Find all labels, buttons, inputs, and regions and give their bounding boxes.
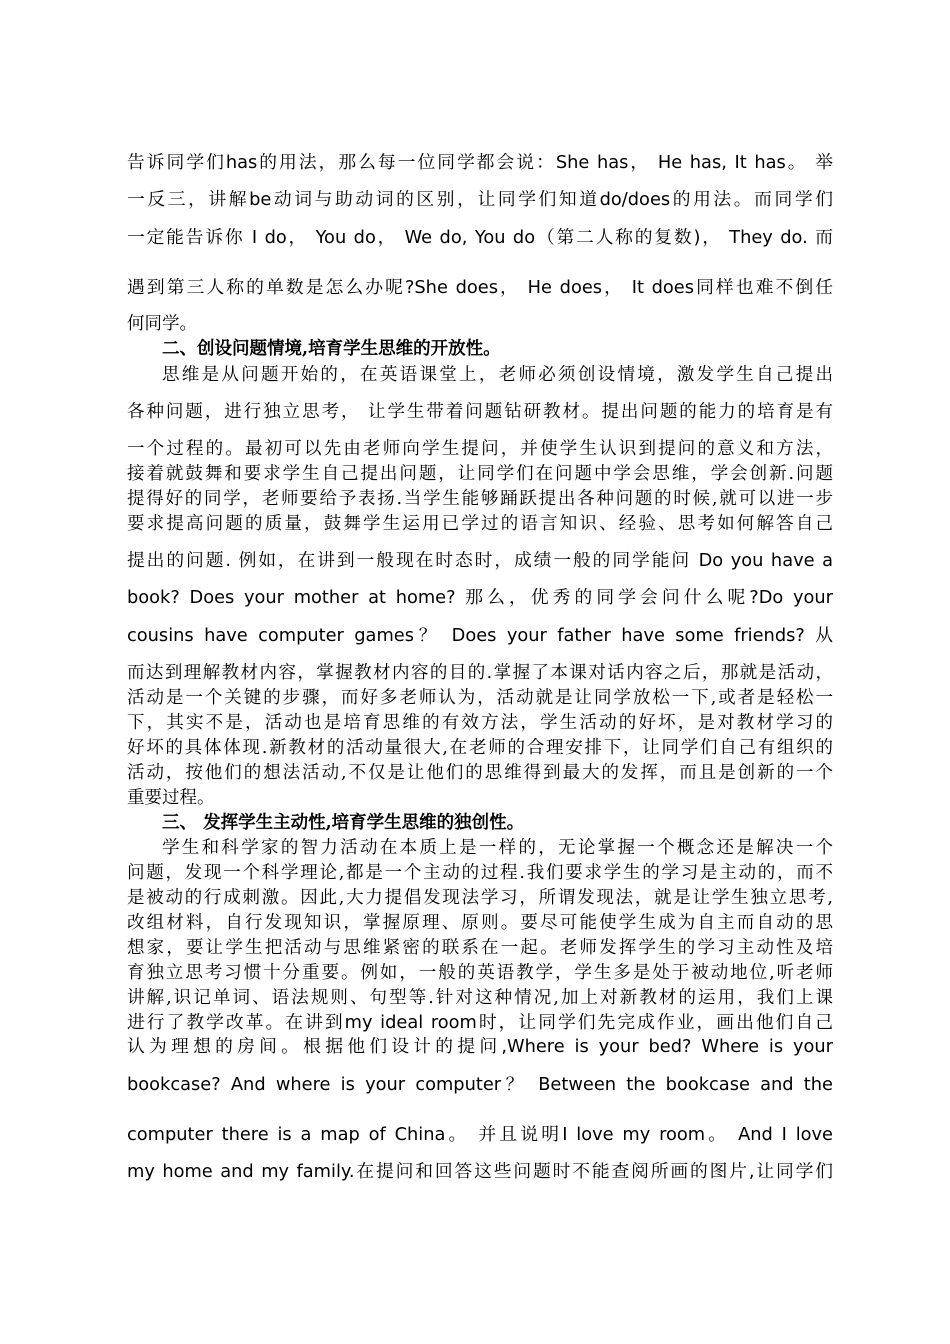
text-line: 告诉同学们has的用法，那么每一位同学都会说：She has， He has, It has。 举 [127,152,833,173]
text-line: cousins have computer games？ Does your father have some friends? 从 [127,625,833,646]
text-line: 一定能告诉你 I do， You do， We do, You do（第二人称的复数)， They do. 而 [127,227,833,248]
text-line: my home and my family.在提问和回答这些问题时不能查阅所画的图片,让同学们 [127,1161,833,1182]
text-line: 而达到理解教材内容，掌握教材内容的目的.掌握了本课对话内容之后，那就是活动， [127,663,833,683]
text-line: 育独立思考习惯十分重要。例如，一般的英语教学，学生多是处于被动地位,听老师 [127,963,833,983]
text-line: 遇到第三人称的单数是怎么办呢?She does， He does， It does同样也难不倒任 [127,277,833,298]
section-heading: 二、创设问题情境,培育学生思维的开放性。 [162,339,501,359]
text-line: 下，其实不是，活动也是培育思维的有效方法，学生活动的好坏，是对教材学习的 [127,713,833,733]
text-line: 问题，发现一个科学理论,都是一个主动的过程.我们要求学生的学习是主动的，而不 [127,863,833,883]
text-line: 好坏的具体体现.新教材的活动量很大,在老师的合理安排下，让同学们自己有组织的 [127,738,833,758]
text-line: 要求提高问题的质量，鼓舞学生运用已学过的语言知识、经验、思考如何解答自己 [127,514,833,534]
text-line: 活动是一个关键的步骤，而好多老师认为，活动就是让同学放松一下,或者是轻松一 [127,688,833,708]
text-line: 想家，要让学生把活动与思维紧密的联系在一起。老师发挥学生的学习主动性及培 [127,938,833,958]
text-line: 何同学。 [127,314,197,334]
text-line: 改组材料，自行发现知识，掌握原理、原则。要尽可能使学生成为自主而自动的思 [127,913,833,933]
text-line: 是被动的行成刺激。因此,大力提倡发现法学习，所谓发现法，就是让学生独立思考, [127,888,833,908]
text-line: 进行了教学改革。在讲到my ideal room时，让同学们先完成作业，画出他们自己 [127,1012,833,1033]
text-line: 一个过程的。最初可以先由老师向学生提问，并使学生认识到提问的意义和方法， [127,439,833,459]
text-line: 学生和科学家的智力活动在本质上是一样的，无论掌握一个概念还是解决一个 [162,838,833,858]
text-line: 重要过程。 [127,788,215,808]
text-line: book? Does your mother at home? 那么，优秀的同学会问什么呢?Do your [127,587,833,608]
section-heading: 三、 发挥学生主动性,培育学生思维的独创性。 [162,813,525,833]
text-line: 提得好的同学，老师要给予表扬.当学生能够踊跃提出各种问题的时候,就可以进一步 [127,489,833,509]
text-line: 一反三，讲解be动词与助动词的区别，让同学们知道do/does的用法。而同学们 [127,189,833,210]
text-line: 提出的问题. 例如，在讲到一般现在时态时，成绩一般的同学能问 Do you have a [127,550,833,571]
text-line: 接着就鼓舞和要求学生自己提出问题，让同学们在问题中学会思维，学会创新.问题 [127,464,833,484]
text-line: 活动，按他们的想法活动,不仅是让他们的思维得到最大的发挥，而且是创新的一个 [127,763,833,783]
text-line: computer there is a map of China。 并且说明I love my room。 And I love [127,1124,833,1145]
text-line: bookcase? And where is your computer？ Between the bookcase and the [127,1074,833,1095]
text-line: 思维是从问题开始的，在英语课堂上，老师必须创设情境，激发学生自己提出 [162,365,833,385]
text-line: 讲解,识记单词、语法规则、句型等.针对这种情况,加上对新教材的运用，我们上课 [127,988,833,1008]
text-line: 各种问题，进行独立思考， 让学生带着问题钻研教材。提出问题的能力的培育是有 [127,402,833,422]
text-line: 认为理想的房间。根据他们设计的提问,Where is your bed? Where is your [127,1036,833,1057]
